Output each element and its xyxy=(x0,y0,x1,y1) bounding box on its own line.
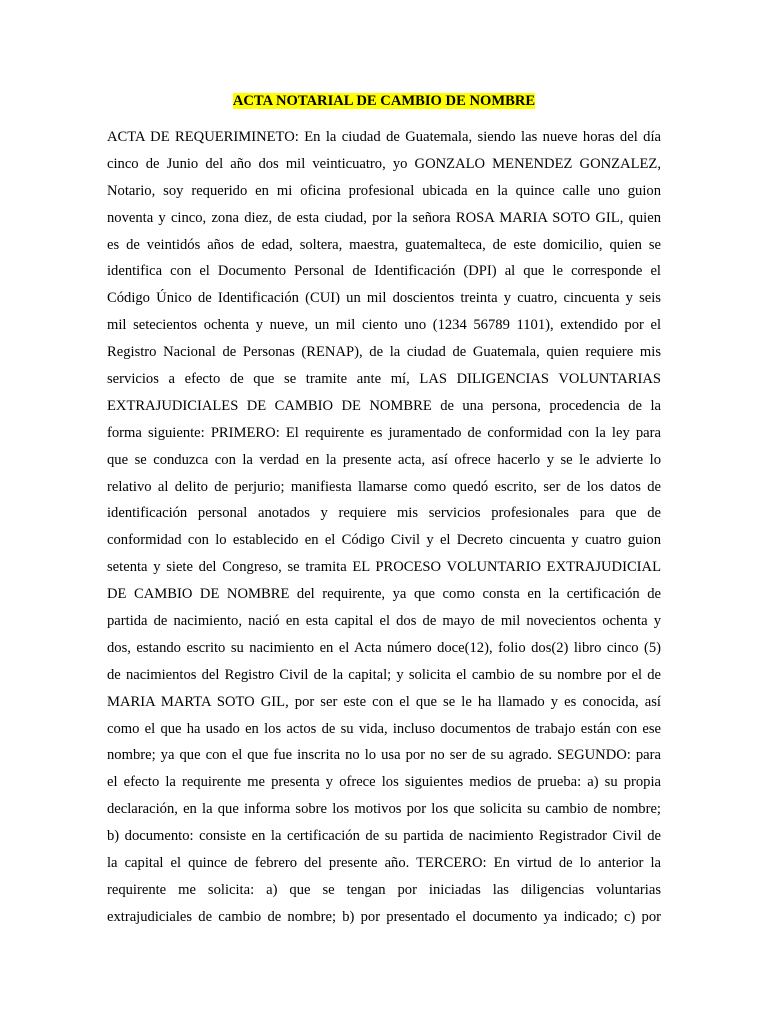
body-line: relativo al delito de perjurio; manifiesta llamarse como quedó escrito, ser de los datos de xyxy=(107,478,661,495)
body-line: ACTA DE REQUERIMINETO: En la ciudad de Guatemala, siendo las nueve horas del día xyxy=(107,129,661,145)
body-line: MARIA MARTA SOTO GIL, por ser este con el que se le ha llamado y es conocida, así xyxy=(107,693,661,710)
body-line: Notario, soy requerido en mi oficina profesional ubicada en la quince calle uno guion xyxy=(107,182,661,199)
body-line: identifica con el Documento Personal de Identificación (DPI) al que le corresponde el xyxy=(107,263,661,280)
body-line: que se conduzca con la verdad en la presente acta, así ofrece hacerlo y se le advierte lo xyxy=(107,451,661,468)
document-title: ACTA NOTARIAL DE CAMBIO DE NOMBRE xyxy=(232,93,536,109)
body-line: noventa y cinco, zona diez, de esta ciudad, por la señora ROSA MARIA SOTO GIL, quien xyxy=(107,209,661,226)
body-line: cinco de Junio del año dos mil veinticuatro, yo GONZALO MENENDEZ GONZALEZ, xyxy=(107,155,661,172)
body-line: declaración, en la que informa sobre los motivos por los que solicita su cambio de nombre; xyxy=(107,801,661,818)
body-line: b) documento: consiste en la certificación de su partida de nacimiento Registrador Civil de xyxy=(107,828,661,845)
body-line: identificación personal anotados y requiere mis servicios profesionales para que de xyxy=(107,505,661,522)
body-line: de nacimientos del Registro Civil de la capital; y solicita el cambio de su nombre por el de xyxy=(107,666,661,683)
body-line: setenta y siete del Congreso, se tramita EL PROCESO VOLUNTARIO EXTRAJUDICIAL xyxy=(107,559,661,576)
body-line: mil setecientos ochenta y nueve, un mil ciento uno (1234 56789 1101), extendido por el xyxy=(107,317,661,334)
body-line: servicios a efecto de que se tramite ante mí, LAS DILIGENCIAS VOLUNTARIAS xyxy=(107,371,661,388)
body-line: conformidad con lo establecido en el Código Civil y el Decreto cincuenta y cuatro guion xyxy=(107,532,661,549)
body-line: extrajudiciales de cambio de nombre; b) por presentado el documento ya indicado; c) por xyxy=(107,908,661,925)
body-line: EXTRAJUDICIALES DE CAMBIO DE NOMBRE de una persona, procedencia de la xyxy=(107,397,661,414)
document-body xyxy=(107,124,661,931)
body-line: nombre; ya que con el que fue inscrita no lo usa por no ser de su agrado. SEGUNDO: para xyxy=(107,747,661,764)
body-line: el efecto la requirente me presenta y ofrece los siguientes medios de prueba: a) su propia xyxy=(107,774,661,791)
body-line: la capital el quince de febrero del presente año. TERCERO: En virtud de lo anterior la xyxy=(107,855,661,872)
body-line: Código Único de Identificación (CUI) un mil doscientos treinta y cuatro, cincuenta y seis xyxy=(107,290,661,307)
body-line: partida de nacimiento, nació en esta capital el dos de mayo de mil novecientos ochenta y xyxy=(107,613,661,630)
body-line: DE CAMBIO DE NOMBRE del requirente, ya que como consta en la certificación de xyxy=(107,586,661,603)
body-line: es de veintidós años de edad, soltera, maestra, guatemalteca, de este domicilio, quien se xyxy=(107,236,661,253)
body-line: Registro Nacional de Personas (RENAP), de la ciudad de Guatemala, quien requiere mis xyxy=(107,344,661,361)
body-line: dos, estando escrito su nacimiento en el Acta número doce(12), folio dos(2) libro cinco (5) xyxy=(107,639,661,656)
body-line: como el que ha usado en los actos de su vida, incluso documentos de trabajo están con ese xyxy=(107,720,661,737)
body-line: forma siguiente: PRIMERO: El requirente es juramentado de conformidad con la ley para xyxy=(107,424,661,441)
title-container xyxy=(0,91,768,111)
body-line: requirente me solicita: a) que se tengan por iniciadas las diligencias voluntarias xyxy=(107,881,661,898)
